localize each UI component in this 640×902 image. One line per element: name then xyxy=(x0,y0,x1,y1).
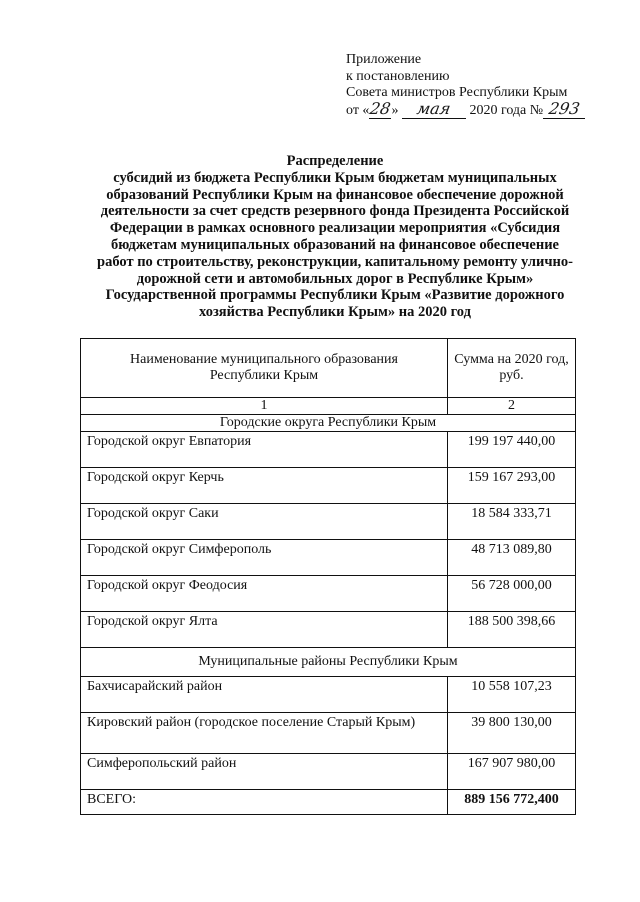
appendix-block xyxy=(346,52,585,119)
handwritten-number: 293 xyxy=(547,98,582,118)
title-line: деятельности за счет средств резервного фонда Президента Российской xyxy=(100,203,570,220)
subsidy-amount: 18 584 333,71 xyxy=(448,504,576,540)
municipality-name: Городской округ Евпатория xyxy=(81,432,448,468)
header-municipality: Наименование муниципального образования Республики Крым xyxy=(81,339,448,398)
day-field xyxy=(368,98,393,119)
date-quote-close: » xyxy=(391,102,399,118)
table-row xyxy=(81,432,576,468)
section-row xyxy=(81,648,576,677)
title-line: субсидий из бюджета Республики Крым бюджетам муниципальных xyxy=(113,169,557,186)
column-number-row xyxy=(81,398,576,415)
municipality-name: Городской округ Ялта xyxy=(81,612,448,648)
subsidy-amount: 199 197 440,00 xyxy=(448,432,576,468)
table-row xyxy=(81,504,576,540)
table-row xyxy=(81,576,576,612)
table-row xyxy=(81,713,576,754)
appendix-line-2: к постановлению xyxy=(346,68,450,84)
subsidy-table xyxy=(80,338,576,815)
municipality-name: Городской округ Симферополь xyxy=(81,540,448,576)
table-row xyxy=(81,540,576,576)
title-line: бюджетам муниципальных образований на финансовое обеспечение xyxy=(111,236,559,253)
subsidy-amount: 167 907 980,00 xyxy=(448,754,576,790)
number-sign: № xyxy=(529,102,544,118)
appendix-line-1: Приложение xyxy=(346,52,422,67)
subsidy-amount: 48 713 089,80 xyxy=(448,540,576,576)
municipality-name: Кировский район (городское поселение Старый Крым) xyxy=(81,713,448,754)
municipality-name: Городской округ Феодосия xyxy=(81,576,448,612)
appendix-line-3: Совета министров Республики Крым xyxy=(346,85,568,100)
header-sum: Сумма на 2020 год, руб. xyxy=(448,339,576,398)
section-row xyxy=(81,415,576,432)
column-number: 1 xyxy=(81,398,448,415)
title-line: хозяйства Республики Крым» на 2020 год xyxy=(199,304,471,321)
table-header-row xyxy=(81,339,576,398)
table-row xyxy=(81,754,576,790)
document-title xyxy=(82,153,588,321)
subsidy-amount: 188 500 398,66 xyxy=(448,612,576,648)
section-municipal-districts: Муниципальные районы Республики Крым xyxy=(81,648,576,677)
column-number: 2 xyxy=(448,398,576,415)
municipality-name: Симферопольский район xyxy=(81,754,448,790)
handwritten-day: 28 xyxy=(368,98,393,118)
total-label: ВСЕГО: xyxy=(81,790,448,815)
table-row xyxy=(81,612,576,648)
subsidy-amount: 159 167 293,00 xyxy=(448,468,576,504)
municipality-name: Бахчисарайский район xyxy=(81,677,448,713)
total-amount: 889 156 772,400 xyxy=(448,790,576,815)
handwritten-month: мая xyxy=(415,98,453,118)
appendix-date-line xyxy=(346,98,585,120)
title-line: работ по строительству, реконструкции, капитальному ремонту улично- xyxy=(97,253,573,270)
table-row xyxy=(81,468,576,504)
subsidy-amount: 39 800 130,00 xyxy=(448,713,576,754)
title-line: образований Республики Крым на финансовое обеспечение дорожной xyxy=(106,186,564,203)
year-text: 2020 года xyxy=(469,102,527,118)
month-field xyxy=(402,98,466,119)
title-line: Государственной программы Республики Крым «Развитие дорожного xyxy=(105,287,565,304)
subsidy-amount: 56 728 000,00 xyxy=(448,576,576,612)
municipality-name: Городской округ Саки xyxy=(81,504,448,540)
total-row xyxy=(81,790,576,815)
date-prefix: от « xyxy=(346,102,370,118)
title-line: дорожной сети и автомобильных дорог в Республике Крым» xyxy=(136,270,534,287)
title-line: Федерации в рамках основного реализации мероприятия «Субсидия xyxy=(109,220,561,237)
table-row xyxy=(81,677,576,713)
section-urban-districts: Городские округа Республики Крым xyxy=(81,415,576,432)
number-field xyxy=(543,98,585,119)
title-heading: Распределение xyxy=(286,153,384,169)
subsidy-amount: 10 558 107,23 xyxy=(448,677,576,713)
municipality-name: Городской округ Керчь xyxy=(81,468,448,504)
